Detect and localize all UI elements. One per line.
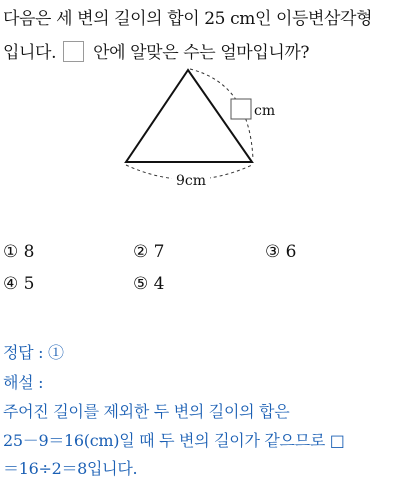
side-unit-label: cm (254, 103, 276, 119)
explanation-title: 해설 : (3, 373, 44, 392)
question-line-1: 다음은 세 변의 길이의 합이 25 cm인 이등변삼각형 (3, 9, 373, 29)
choice-2-value: 7 (153, 242, 165, 262)
choice-4-value: 5 (23, 274, 35, 294)
answer-label: 정답 : ① (3, 343, 64, 362)
isosceles-triangle-figure (118, 62, 288, 192)
question-line-2 (3, 38, 309, 63)
choice-5 (133, 274, 164, 294)
base-length-label: 9cm (175, 173, 207, 189)
choice-3-marker: ③ (265, 242, 281, 262)
question-line-2-start: 입니다. (3, 43, 57, 63)
choice-2 (133, 242, 164, 262)
choice-5-value: 4 (153, 274, 165, 294)
choice-2-marker: ② (133, 242, 149, 262)
choice-5-marker: ⑤ (133, 274, 149, 294)
choice-1-marker: ① (3, 242, 19, 262)
explanation-line-1: 주어진 길이를 제외한 두 변의 길이의 합은 (3, 402, 290, 421)
question-line-2-end: 안에 알맞은 수는 얼마입니까? (93, 43, 310, 63)
blank-box (63, 41, 84, 62)
explanation-line-2: 25－9＝16(cm)일 때 두 변의 길이가 같으므로 □ (3, 431, 345, 450)
explanation-line-3: ＝16÷2＝8입니다. (3, 459, 138, 478)
choice-3 (265, 242, 296, 262)
choice-4-marker: ④ (3, 274, 19, 294)
choice-1-value: 8 (23, 242, 35, 262)
choice-4 (3, 274, 34, 294)
side-length-blank-box (231, 99, 251, 119)
choice-3-value: 6 (285, 242, 297, 262)
choice-1 (3, 242, 34, 262)
